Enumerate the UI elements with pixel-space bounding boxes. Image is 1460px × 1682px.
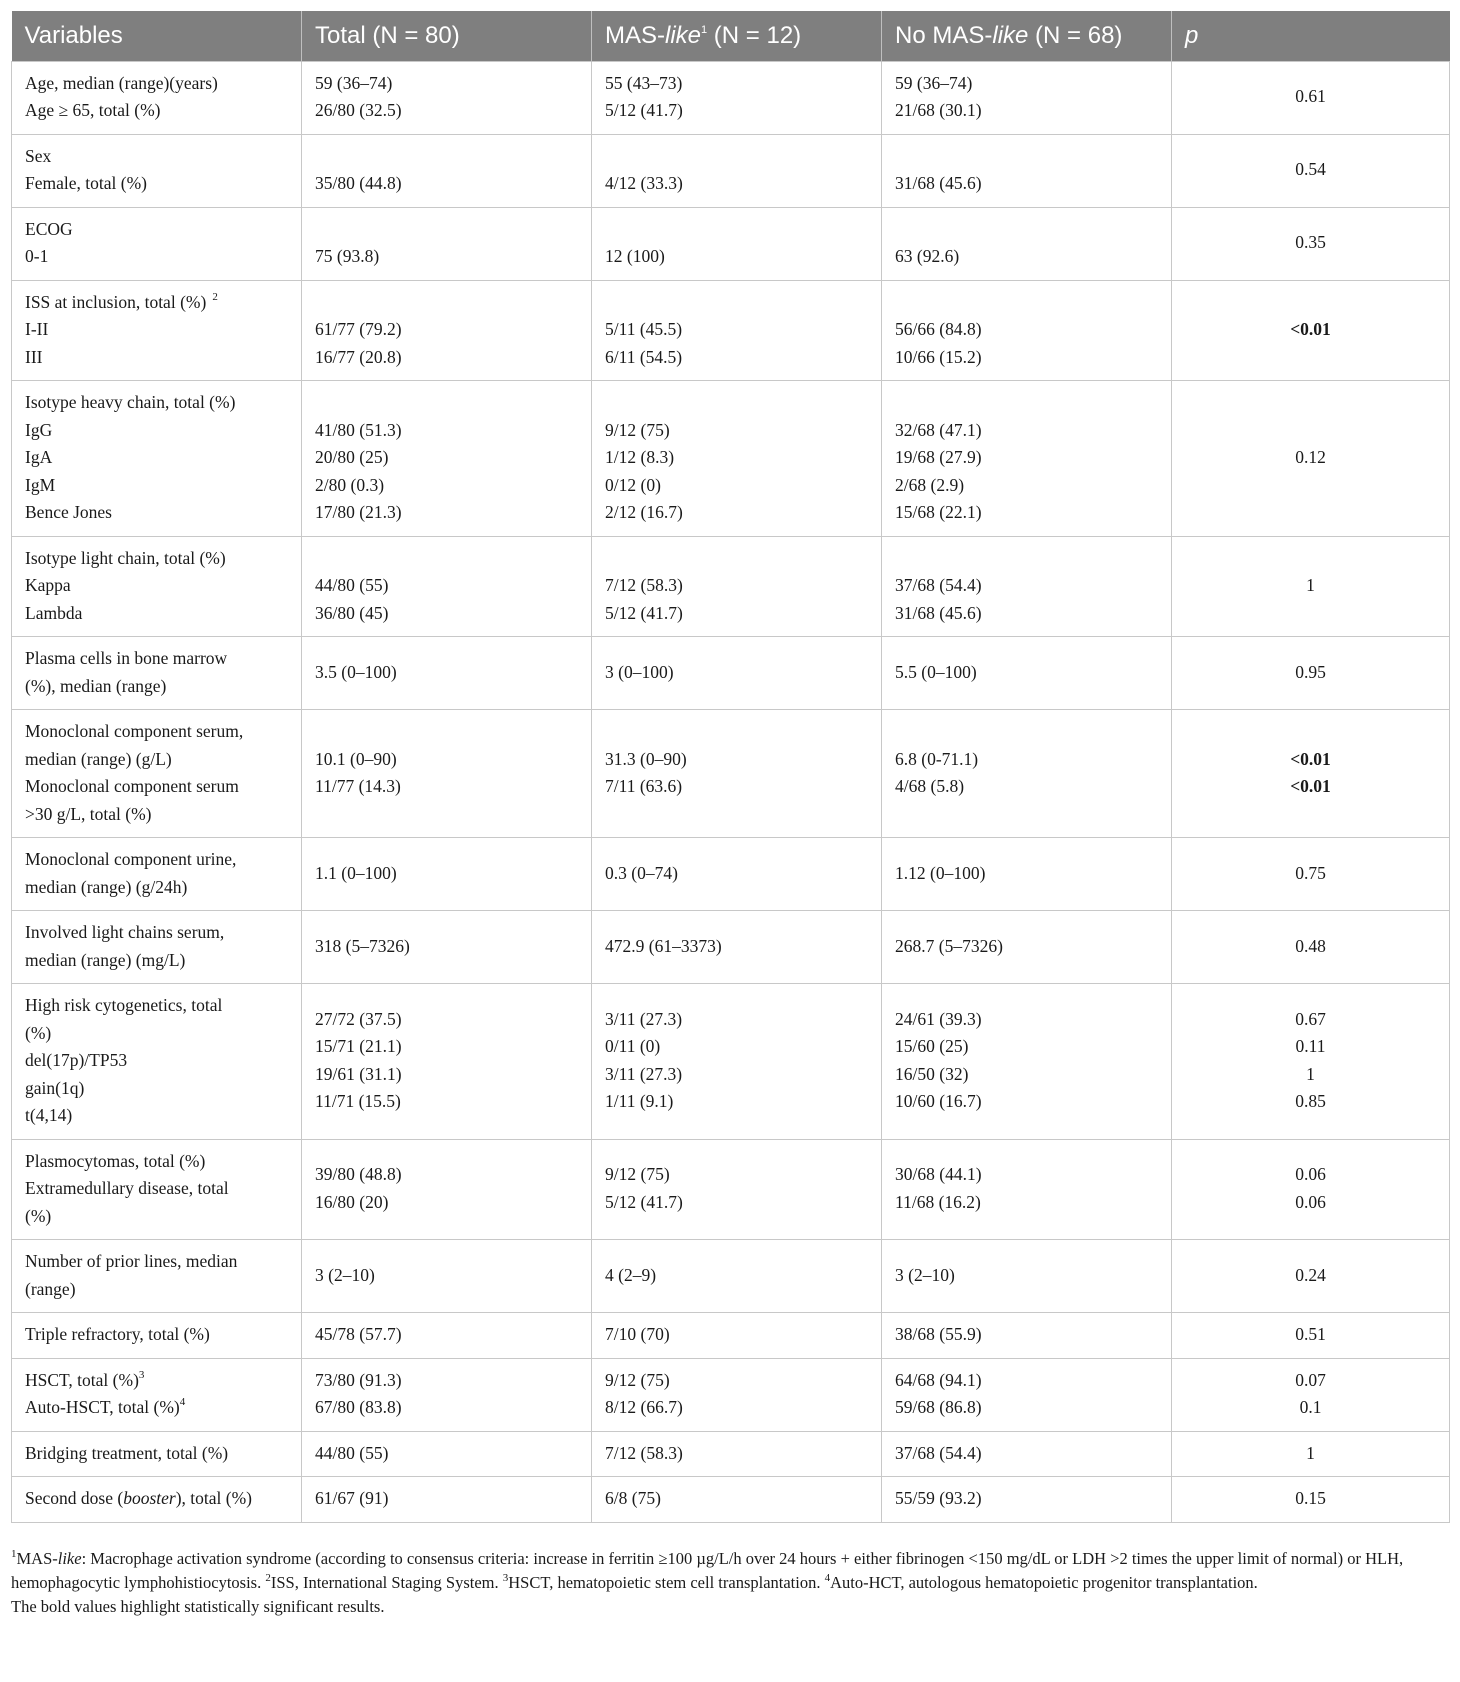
p-value: 0.85 bbox=[1295, 1091, 1326, 1112]
cell-value: 1/11 (9.1) bbox=[605, 1091, 674, 1112]
cell-value: 27/72 (37.5) bbox=[315, 1008, 402, 1029]
cell-value bbox=[315, 545, 578, 573]
variable-label: Monoclonal component serum, bbox=[25, 721, 244, 741]
mas-cell bbox=[592, 1240, 882, 1313]
cell-value bbox=[315, 216, 578, 244]
cell-value: 5/12 (41.7) bbox=[605, 602, 683, 623]
nomas-cell bbox=[882, 911, 1172, 984]
nomas-cell bbox=[882, 61, 1172, 134]
mas-cell bbox=[592, 637, 882, 710]
variable-cell bbox=[12, 1477, 302, 1523]
cell-value: 41/80 (51.3) bbox=[315, 419, 402, 440]
cell-value: 20/80 (25) bbox=[315, 447, 389, 467]
variable-label: IgA bbox=[25, 447, 53, 467]
cell-value: 19/61 (31.1) bbox=[315, 1063, 402, 1084]
nomas-cell bbox=[882, 207, 1172, 280]
mas-cell bbox=[592, 838, 882, 911]
variable-label: gain(1q) bbox=[25, 1077, 85, 1098]
table-row bbox=[12, 911, 1450, 984]
mas-cell bbox=[592, 1313, 882, 1359]
cell-value: 6.8 (0-71.1) bbox=[895, 748, 979, 769]
cell-value: 1/12 (8.3) bbox=[605, 447, 675, 467]
p-value: 1 bbox=[1306, 575, 1315, 595]
mas-cell bbox=[592, 536, 882, 637]
p-value-cell bbox=[1172, 1431, 1450, 1477]
cell-value: 8/12 (66.7) bbox=[605, 1397, 683, 1417]
variable-label: Sex bbox=[25, 145, 52, 166]
p-value: 0.11 bbox=[1295, 1036, 1326, 1057]
variable-label: Plasma cells in bone marrow bbox=[25, 648, 228, 668]
p-value-cell bbox=[1172, 61, 1450, 134]
variable-label: Bence Jones bbox=[25, 502, 112, 522]
variable-label: >30 g/L, total (%) bbox=[25, 803, 152, 824]
total-cell bbox=[302, 1431, 592, 1477]
total-cell bbox=[302, 61, 592, 134]
cell-value: 16/77 (20.8) bbox=[315, 346, 402, 367]
nomas-cell bbox=[882, 1358, 1172, 1431]
cell-value bbox=[315, 289, 578, 317]
variable-label: Lambda bbox=[25, 602, 83, 623]
table-row bbox=[12, 134, 1450, 207]
header-mas-like: MAS-like$^1$ (N = 12) bbox=[592, 11, 882, 61]
cell-value: 26/80 (32.5) bbox=[315, 100, 402, 120]
cell-value: 56/66 (84.8) bbox=[895, 319, 982, 339]
variable-cell bbox=[12, 1240, 302, 1313]
cell-value: 61/77 (79.2) bbox=[315, 319, 402, 339]
p-value-cell bbox=[1172, 1313, 1450, 1359]
cell-value: 3 (0–100) bbox=[605, 661, 674, 682]
total-cell bbox=[302, 911, 592, 984]
variable-cell bbox=[12, 911, 302, 984]
cell-value: 21/68 (30.1) bbox=[895, 100, 982, 120]
cell-value: 31.3 (0–90) bbox=[605, 748, 687, 769]
cell-value: 2/80 (0.3) bbox=[315, 474, 385, 495]
variable-label: Female, total (%) bbox=[25, 173, 147, 193]
header-total: Total (N = 80) bbox=[302, 11, 592, 61]
p-value: 0.67 bbox=[1295, 1008, 1326, 1029]
variable-label: HSCT, total (%)$^3$ bbox=[25, 1368, 145, 1390]
mas-cell bbox=[592, 911, 882, 984]
cell-value bbox=[315, 143, 578, 171]
variable-cell bbox=[12, 838, 302, 911]
cell-value: 61/67 (91) bbox=[315, 1488, 389, 1508]
cell-value: 7/12 (58.3) bbox=[605, 1442, 683, 1463]
cell-value: 11/71 (15.5) bbox=[315, 1091, 401, 1112]
cell-value: 11/68 (16.2) bbox=[895, 1191, 981, 1212]
variable-label: Extramedullary disease, total bbox=[25, 1178, 229, 1198]
nomas-cell bbox=[882, 280, 1172, 381]
cell-value bbox=[605, 216, 868, 244]
variable-cell bbox=[12, 536, 302, 637]
p-value-cell bbox=[1172, 637, 1450, 710]
cell-value: 19/68 (27.9) bbox=[895, 447, 982, 467]
cell-value: 15/71 (21.1) bbox=[315, 1036, 402, 1057]
cell-value: 6/8 (75) bbox=[605, 1488, 661, 1508]
cell-value: 5/12 (41.7) bbox=[605, 100, 683, 120]
total-cell bbox=[302, 134, 592, 207]
cell-value: 3 (2–10) bbox=[315, 1264, 375, 1285]
table-row bbox=[12, 536, 1450, 637]
cell-value: 38/68 (55.9) bbox=[895, 1324, 982, 1344]
cell-value: 1.1 (0–100) bbox=[315, 862, 397, 883]
cell-value: 0/12 (0) bbox=[605, 474, 661, 495]
cell-value: 4 (2–9) bbox=[605, 1264, 657, 1285]
cell-value: 15/68 (22.1) bbox=[895, 502, 982, 522]
cell-value bbox=[895, 389, 1158, 417]
p-value-cell bbox=[1172, 911, 1450, 984]
p-value: <0.01 bbox=[1290, 776, 1331, 796]
cell-value: 16/50 (32) bbox=[895, 1063, 969, 1084]
variable-label: (%) bbox=[25, 1022, 52, 1043]
variable-label: median (range) (mg/L) bbox=[25, 949, 186, 970]
total-cell bbox=[302, 1477, 592, 1523]
variable-label: (%), median (range) bbox=[25, 675, 167, 696]
variable-label: (%) bbox=[25, 1205, 52, 1226]
cell-value: 2/12 (16.7) bbox=[605, 502, 683, 522]
total-cell bbox=[302, 1240, 592, 1313]
p-value: 0.12 bbox=[1295, 447, 1326, 467]
p-value: <0.01 bbox=[1290, 748, 1331, 769]
header-variables: Variables bbox=[12, 11, 302, 61]
variable-label: High risk cytogenetics, total bbox=[25, 995, 223, 1015]
table-row bbox=[12, 1313, 1450, 1359]
cell-value: 3.5 (0–100) bbox=[315, 661, 397, 682]
total-cell bbox=[302, 207, 592, 280]
nomas-cell bbox=[882, 1313, 1172, 1359]
cell-value: 4/68 (5.8) bbox=[895, 776, 965, 796]
p-value-cell bbox=[1172, 1240, 1450, 1313]
variable-cell bbox=[12, 381, 302, 537]
variable-label: III bbox=[25, 346, 43, 367]
mas-cell bbox=[592, 381, 882, 537]
cell-value: 11/77 (14.3) bbox=[315, 776, 401, 796]
cell-value: 32/68 (47.1) bbox=[895, 419, 982, 440]
total-cell bbox=[302, 1139, 592, 1240]
cell-value bbox=[895, 216, 1158, 244]
variable-label: Age ≥ 65, total (%) bbox=[25, 100, 161, 120]
p-value: 0.1 bbox=[1299, 1397, 1322, 1417]
p-value-cell bbox=[1172, 1477, 1450, 1523]
variable-label: Involved light chains serum, bbox=[25, 922, 225, 942]
variable-label: (range) bbox=[25, 1278, 76, 1299]
cell-value bbox=[605, 289, 868, 317]
total-cell bbox=[302, 536, 592, 637]
variable-label: Second dose (booster), total (%) bbox=[25, 1488, 252, 1508]
footnote-bold-note: The bold values highlight statistically significant results. bbox=[11, 1597, 385, 1616]
table-row bbox=[12, 1358, 1450, 1431]
total-cell bbox=[302, 710, 592, 838]
cell-value: 5/12 (41.7) bbox=[605, 1191, 683, 1212]
p-value: 0.06 bbox=[1295, 1164, 1326, 1185]
p-value: 0.06 bbox=[1295, 1191, 1326, 1212]
cell-value: 318 (5–7326) bbox=[315, 935, 410, 956]
total-cell bbox=[302, 637, 592, 710]
cell-value: 2/68 (2.9) bbox=[895, 474, 965, 495]
cell-value: 1.12 (0–100) bbox=[895, 862, 986, 883]
cell-value: 63 (92.6) bbox=[895, 246, 960, 266]
cell-value: 4/12 (33.3) bbox=[605, 173, 683, 193]
cell-value: 10/60 (16.7) bbox=[895, 1091, 982, 1112]
cell-value bbox=[605, 143, 868, 171]
variable-cell bbox=[12, 1139, 302, 1240]
variable-label: IgG bbox=[25, 419, 53, 440]
cell-value bbox=[315, 389, 578, 417]
nomas-cell bbox=[882, 838, 1172, 911]
mas-cell bbox=[592, 61, 882, 134]
header-row bbox=[12, 11, 1450, 61]
variable-label: I-II bbox=[25, 319, 49, 339]
p-value-cell bbox=[1172, 1358, 1450, 1431]
variable-label: median (range) (g/24h) bbox=[25, 876, 188, 897]
p-value-cell bbox=[1172, 134, 1450, 207]
mas-cell bbox=[592, 1477, 882, 1523]
variable-cell bbox=[12, 61, 302, 134]
p-value: 0.15 bbox=[1295, 1488, 1326, 1508]
cell-value: 15/60 (25) bbox=[895, 1036, 969, 1057]
cell-value: 3/11 (27.3) bbox=[605, 1008, 683, 1029]
p-value-cell bbox=[1172, 710, 1450, 838]
nomas-cell bbox=[882, 1477, 1172, 1523]
p-value-cell bbox=[1172, 1139, 1450, 1240]
cell-value bbox=[605, 545, 868, 573]
total-cell bbox=[302, 280, 592, 381]
mas-cell bbox=[592, 1358, 882, 1431]
total-cell bbox=[302, 838, 592, 911]
cell-value: 0.3 (0–74) bbox=[605, 862, 678, 883]
nomas-cell bbox=[882, 984, 1172, 1140]
variable-label: Monoclonal component serum bbox=[25, 776, 239, 796]
cell-value: 36/80 (45) bbox=[315, 602, 389, 623]
table-footnotes bbox=[11, 1547, 1451, 1619]
cell-value: 9/12 (75) bbox=[605, 419, 670, 440]
table-row bbox=[12, 381, 1450, 537]
nomas-cell bbox=[882, 1139, 1172, 1240]
p-value-cell bbox=[1172, 838, 1450, 911]
cell-value bbox=[605, 389, 868, 417]
p-value: 0.35 bbox=[1295, 232, 1326, 253]
total-cell bbox=[302, 1313, 592, 1359]
cell-value: 37/68 (54.4) bbox=[895, 575, 982, 595]
variable-cell bbox=[12, 710, 302, 838]
variable-label: Auto-HSCT, total (%)$^4$ bbox=[25, 1396, 186, 1417]
cell-value bbox=[895, 289, 1158, 317]
cell-value: 30/68 (44.1) bbox=[895, 1164, 982, 1185]
p-value-cell bbox=[1172, 207, 1450, 280]
cell-value: 3/11 (27.3) bbox=[605, 1063, 683, 1084]
variable-label: ISS at inclusion, total (%) $^2$ bbox=[25, 290, 218, 312]
mas-cell bbox=[592, 984, 882, 1140]
cell-value: 35/80 (44.8) bbox=[315, 173, 402, 193]
table-row bbox=[12, 1240, 1450, 1313]
cell-value: 31/68 (45.6) bbox=[895, 173, 982, 193]
variable-label: Number of prior lines, median bbox=[25, 1251, 238, 1271]
p-value-cell bbox=[1172, 280, 1450, 381]
cell-value: 59 (36–74) bbox=[895, 72, 973, 93]
variable-label: Kappa bbox=[25, 575, 71, 595]
mas-cell bbox=[592, 280, 882, 381]
cell-value: 67/80 (83.8) bbox=[315, 1397, 402, 1417]
variable-label: 0-1 bbox=[25, 246, 49, 266]
nomas-cell bbox=[882, 134, 1172, 207]
cell-value: 64/68 (94.1) bbox=[895, 1369, 982, 1390]
nomas-cell bbox=[882, 1240, 1172, 1313]
p-value-cell bbox=[1172, 536, 1450, 637]
nomas-cell bbox=[882, 536, 1172, 637]
p-value: 0.61 bbox=[1295, 86, 1326, 107]
table-row bbox=[12, 280, 1450, 381]
p-value: 0.51 bbox=[1295, 1324, 1326, 1344]
cell-value: 10/66 (15.2) bbox=[895, 346, 982, 367]
mas-cell bbox=[592, 207, 882, 280]
mas-cell bbox=[592, 1139, 882, 1240]
mas-cell bbox=[592, 1431, 882, 1477]
cell-value: 472.9 (61–3373) bbox=[605, 935, 722, 956]
variable-cell bbox=[12, 1358, 302, 1431]
table-row bbox=[12, 207, 1450, 280]
variable-label: Triple refractory, total (%) bbox=[25, 1324, 210, 1344]
table-container bbox=[11, 11, 1449, 1523]
cell-value: 5/11 (45.5) bbox=[605, 319, 683, 339]
variable-cell bbox=[12, 984, 302, 1140]
cell-value: 16/80 (20) bbox=[315, 1191, 389, 1212]
table-row bbox=[12, 838, 1450, 911]
cell-value: 0/11 (0) bbox=[605, 1036, 661, 1057]
table-row bbox=[12, 637, 1450, 710]
nomas-cell bbox=[882, 381, 1172, 537]
cell-value: 44/80 (55) bbox=[315, 1442, 389, 1463]
cell-value: 73/80 (91.3) bbox=[315, 1369, 402, 1390]
table-row bbox=[12, 1431, 1450, 1477]
header-p-value: p bbox=[1185, 21, 1199, 49]
cell-value: 44/80 (55) bbox=[315, 575, 389, 595]
cell-value: 7/11 (63.6) bbox=[605, 776, 683, 796]
total-cell bbox=[302, 1358, 592, 1431]
p-value: 0.75 bbox=[1295, 862, 1326, 883]
total-cell bbox=[302, 984, 592, 1140]
cell-value: 268.7 (5–7326) bbox=[895, 935, 1003, 956]
variable-label: median (range) (g/L) bbox=[25, 748, 172, 769]
cell-value: 6/11 (54.5) bbox=[605, 346, 683, 367]
variable-cell bbox=[12, 1431, 302, 1477]
variable-label: t(4,14) bbox=[25, 1105, 73, 1125]
p-value: <0.01 bbox=[1290, 319, 1331, 339]
variable-cell bbox=[12, 637, 302, 710]
cell-value: 75 (93.8) bbox=[315, 246, 380, 266]
cell-value: 24/61 (39.3) bbox=[895, 1008, 982, 1029]
cell-value: 10.1 (0–90) bbox=[315, 748, 397, 769]
variable-label: ECOG bbox=[25, 218, 73, 239]
cell-value: 31/68 (45.6) bbox=[895, 602, 982, 623]
variable-label: IgM bbox=[25, 474, 56, 495]
variable-label: Age, median (range)(years) bbox=[25, 72, 218, 93]
cell-value: 9/12 (75) bbox=[605, 1369, 670, 1390]
nomas-cell bbox=[882, 710, 1172, 838]
cell-value: 5.5 (0–100) bbox=[895, 661, 977, 682]
table-row bbox=[12, 1477, 1450, 1523]
cell-value: 7/10 (70) bbox=[605, 1324, 670, 1344]
cell-value bbox=[895, 545, 1158, 573]
nomas-cell bbox=[882, 1431, 1172, 1477]
p-value: 0.95 bbox=[1295, 661, 1326, 682]
header-no-mas-like: No MAS-like (N = 68) bbox=[882, 11, 1172, 61]
cell-value: 39/80 (48.8) bbox=[315, 1164, 402, 1185]
baseline-characteristics-table bbox=[11, 11, 1450, 1523]
cell-value: 9/12 (75) bbox=[605, 1164, 670, 1185]
variable-label: Bridging treatment, total (%) bbox=[25, 1442, 229, 1463]
total-cell bbox=[302, 381, 592, 537]
p-value: 0.24 bbox=[1295, 1264, 1326, 1285]
variable-label: Isotype light chain, total (%) bbox=[25, 547, 226, 568]
variable-cell bbox=[12, 1313, 302, 1359]
table-row bbox=[12, 61, 1450, 134]
p-value: 1 bbox=[1306, 1442, 1315, 1463]
table-row bbox=[12, 984, 1450, 1140]
variable-label: Plasmocytomas, total (%) bbox=[25, 1150, 206, 1171]
table-row bbox=[12, 710, 1450, 838]
variable-label: del(17p)/TP53 bbox=[25, 1050, 128, 1070]
cell-value: 59/68 (86.8) bbox=[895, 1397, 982, 1417]
cell-value: 17/80 (21.3) bbox=[315, 502, 402, 522]
p-value: 0.48 bbox=[1295, 935, 1326, 956]
cell-value: 7/12 (58.3) bbox=[605, 575, 683, 595]
variable-cell bbox=[12, 280, 302, 381]
p-value-cell bbox=[1172, 381, 1450, 537]
nomas-cell bbox=[882, 637, 1172, 710]
footnote-definitions: $^1$MAS-like: Macrophage activation syndrome (according to consensus criteria: increase in ferritin ≥100 µg/L/h over 24 hours + either fibrinogen <150 mg/dL or LDH >2 times the upper limit of normal) or HLH, hemophagocytic lymphohistiocytosis. $^2$ISS, International Staging System. $^3$HSCT, hematopoietic stem cell transplantation. $^4$Auto-HCT, autologous hematopoietic progenitor transplantation. bbox=[11, 1547, 1404, 1592]
cell-value: 12 (100) bbox=[605, 246, 665, 266]
cell-value: 37/68 (54.4) bbox=[895, 1442, 982, 1463]
cell-value: 3 (2–10) bbox=[895, 1264, 955, 1285]
cell-value: 59 (36–74) bbox=[315, 72, 393, 93]
p-value: 1 bbox=[1306, 1063, 1315, 1084]
cell-value: 55 (43–73) bbox=[605, 72, 683, 93]
variable-label: Isotype heavy chain, total (%) bbox=[25, 392, 236, 412]
p-value: 0.07 bbox=[1295, 1369, 1326, 1390]
p-value: 0.54 bbox=[1295, 159, 1326, 180]
variable-cell bbox=[12, 134, 302, 207]
cell-value bbox=[895, 143, 1158, 171]
table-row bbox=[12, 1139, 1450, 1240]
variable-cell bbox=[12, 207, 302, 280]
cell-value: 55/59 (93.2) bbox=[895, 1488, 982, 1508]
mas-cell bbox=[592, 710, 882, 838]
cell-value: 45/78 (57.7) bbox=[315, 1324, 402, 1344]
p-value-cell bbox=[1172, 984, 1450, 1140]
mas-cell bbox=[592, 134, 882, 207]
variable-label: Monoclonal component urine, bbox=[25, 849, 237, 869]
